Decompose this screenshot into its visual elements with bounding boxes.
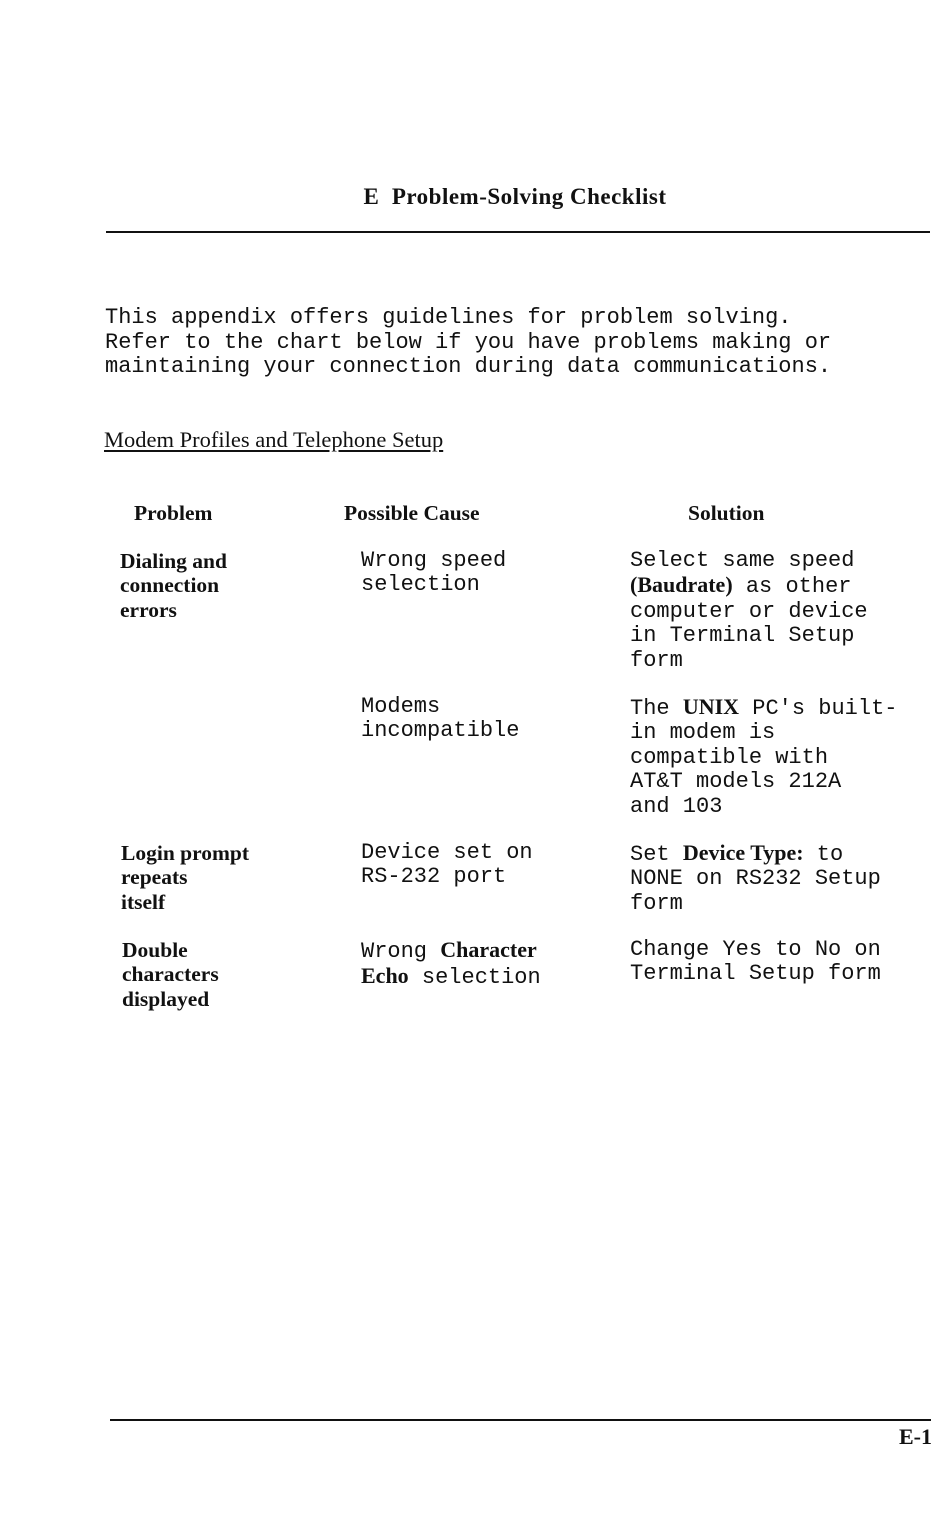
problem-line: characters (122, 962, 219, 987)
solution-line: Terminal Setup form (630, 961, 881, 987)
solution-line: computer or device (630, 598, 868, 624)
solution-line: Change Yes to No on (630, 937, 881, 962)
table-row-cause (361, 938, 541, 991)
cause-line: RS-232 port (361, 864, 507, 890)
baudrate-term: (Baudrate) (630, 572, 733, 598)
solution-line: Select same speed (630, 548, 855, 573)
problem-line: connection (120, 573, 220, 598)
cause-line: Device set on (361, 840, 533, 865)
table-row-solution (630, 695, 897, 819)
problem-line: Double (122, 938, 188, 962)
problem-line: Dialing and (120, 549, 227, 573)
intro-line: Refer to the chart below if you have problems making or (105, 329, 832, 355)
intro-line: This appendix offers guidelines for problem solving. (105, 305, 792, 330)
problem-line: errors (120, 597, 177, 622)
section-heading: Modem Profiles and Telephone Setup (104, 427, 444, 452)
solution-line: Set Device Type: to (630, 840, 844, 867)
intro-line: maintaining your connection during data communications. (105, 354, 832, 379)
problem-line: itself (121, 889, 166, 914)
echo-term: Echo (361, 963, 409, 989)
table-row-problem (120, 549, 227, 622)
solution-line: in modem is (630, 720, 776, 746)
problem-line: displayed (122, 986, 210, 1011)
unix-term: UNIX (682, 694, 740, 719)
solution-line: compatible with (630, 744, 829, 770)
problem-line: Login prompt (121, 841, 250, 865)
page-number: E-1 (899, 1424, 932, 1449)
solution-line: (Baudrate) as other (630, 572, 852, 600)
table-row-solution (630, 549, 868, 673)
cause-line: Echo selection (361, 963, 541, 991)
column-header-problem: Problem (134, 501, 213, 525)
table-row-solution (630, 841, 881, 916)
column-header-solution: Solution (688, 501, 765, 525)
cause-line: Wrong Character (361, 937, 537, 964)
cause-line: Wrong speed (361, 548, 507, 573)
solution-line: form (630, 890, 683, 916)
table-row-problem (121, 841, 249, 914)
solution-line: AT&T models 212A (630, 769, 842, 795)
table-row-cause (361, 841, 533, 890)
solution-line: The UNIX PC's built- (630, 694, 898, 721)
cause-line: incompatible (361, 718, 520, 744)
character-term: Character (440, 937, 537, 962)
column-header-cause: Possible Cause (344, 501, 480, 525)
table-row-cause (361, 549, 506, 598)
cause-line: selection (361, 572, 480, 598)
device-type-term: Device Type: (682, 840, 804, 865)
table-row-problem (122, 938, 219, 1011)
solution-line: in Terminal Setup (630, 623, 855, 649)
table-row-cause (361, 695, 519, 744)
intro-paragraph (105, 306, 831, 380)
footer-rule (110, 1419, 931, 1421)
problem-line: repeats (121, 865, 188, 890)
table-row-solution (630, 938, 881, 987)
page-title: E Problem-Solving Checklist (363, 184, 667, 209)
title-rule (106, 231, 930, 233)
cause-line: Modems (361, 694, 441, 719)
solution-line: and 103 (630, 793, 723, 819)
solution-line: form (630, 647, 683, 673)
solution-line: NONE on RS232 Setup (630, 866, 881, 892)
